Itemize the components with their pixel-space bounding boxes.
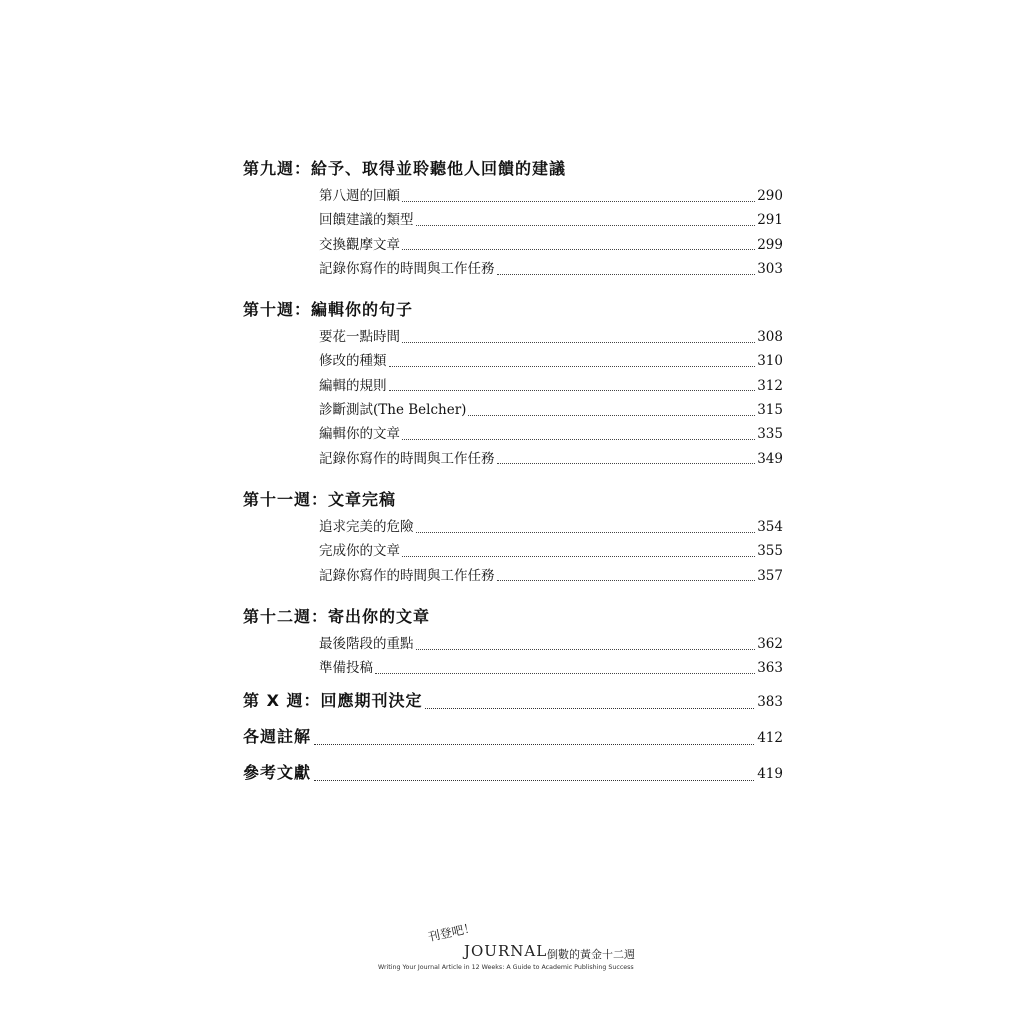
dot-leader xyxy=(375,673,755,674)
entry-label: 要花一點時間 xyxy=(319,329,400,346)
entry-page-number: 349 xyxy=(757,450,783,467)
chapter-title: 第九週：給予、取得並聆聽他人回饋的建議 xyxy=(243,159,567,178)
entry-page-number: 308 xyxy=(757,329,783,346)
footer-brand: JOURNAL xyxy=(464,942,548,960)
section-gap xyxy=(243,588,783,602)
footer-slogan: 刊登吧！ xyxy=(426,920,477,945)
toc-entry[interactable] xyxy=(319,257,783,281)
dot-leader xyxy=(468,415,755,416)
chapter-title: 第十二週：寄出你的文章 xyxy=(243,606,431,626)
dot-leader xyxy=(425,708,754,709)
toc-chapter-week-10 xyxy=(243,295,783,471)
entry-label: 編輯你的文章 xyxy=(319,426,400,443)
footer-tagline: Writing Your Journal Article in 12 Weeks: A Guide to Academic Publishing Success xyxy=(378,964,634,971)
toc-chapter-week-11 xyxy=(243,485,783,588)
single-page-number: 412 xyxy=(757,730,783,747)
entry-page-number: 363 xyxy=(757,660,783,677)
toc-entry[interactable] xyxy=(319,539,783,563)
toc-entry[interactable] xyxy=(319,656,783,680)
entry-page-number: 312 xyxy=(757,377,783,394)
single-page-number: 419 xyxy=(757,766,783,783)
footer-brand-subtitle: 倒數的黃金十二週 xyxy=(547,948,635,961)
section-gap xyxy=(243,471,783,485)
dot-leader xyxy=(416,225,756,226)
entry-label: 修改的種類 xyxy=(319,353,387,370)
toc-entry[interactable] xyxy=(319,233,783,257)
dot-leader xyxy=(402,556,755,557)
dot-leader xyxy=(402,439,755,440)
toc-chapter-week-9 xyxy=(243,154,783,281)
dot-leader xyxy=(497,580,756,581)
entry-page-number: 310 xyxy=(757,353,783,370)
toc-entry[interactable] xyxy=(319,398,783,422)
entry-label: 記錄你寫作的時間與工作任務 xyxy=(319,260,495,277)
entry-page-number: 335 xyxy=(757,426,783,443)
dot-leader xyxy=(389,390,756,391)
toc-entry[interactable] xyxy=(319,184,783,208)
toc-single-week-x[interactable] xyxy=(243,686,783,716)
entry-label: 編輯的規則 xyxy=(319,377,387,394)
toc-entry[interactable] xyxy=(319,208,783,232)
entry-label: 交換觀摩文章 xyxy=(319,236,400,253)
entry-page-number: 290 xyxy=(757,188,783,204)
dot-leader xyxy=(402,342,755,343)
dot-leader xyxy=(497,463,756,464)
entry-page-number: 362 xyxy=(757,635,783,652)
entry-label: 追求完美的危險 xyxy=(319,518,414,535)
entry-label: 記錄你寫作的時間與工作任務 xyxy=(319,567,495,584)
toc-entry[interactable] xyxy=(319,632,783,656)
dot-leader xyxy=(402,201,755,202)
single-label: 參考文獻 xyxy=(243,763,312,783)
entry-page-number: 291 xyxy=(757,212,783,229)
entry-label: 完成你的文章 xyxy=(319,543,400,560)
dot-leader xyxy=(497,274,756,275)
single-page-number: 383 xyxy=(757,694,783,711)
dot-leader xyxy=(416,532,756,533)
entry-page-number: 303 xyxy=(757,260,783,277)
chapter-title: 第十週：編輯你的句子 xyxy=(243,300,414,320)
toc-entry[interactable] xyxy=(319,325,783,349)
entry-label: 準備投稿 xyxy=(319,660,373,677)
entry-label: 診斷測試(The Belcher) xyxy=(319,402,467,419)
chapter-title: 第十一週：文章完稿 xyxy=(243,489,397,509)
entry-page-number: 355 xyxy=(757,543,783,560)
dot-leader xyxy=(314,780,754,781)
entry-label: 第八週的回顧 xyxy=(319,188,400,204)
toc-single-notes[interactable] xyxy=(243,722,783,752)
entry-page-number: 357 xyxy=(757,567,783,584)
single-label: 各週註解 xyxy=(243,727,312,747)
entry-label: 記錄你寫作的時間與工作任務 xyxy=(319,450,495,467)
dot-leader xyxy=(416,649,756,650)
entry-page-number: 354 xyxy=(757,518,783,535)
section-gap xyxy=(243,281,783,295)
entry-page-number: 299 xyxy=(757,236,783,253)
toc-entry[interactable] xyxy=(319,515,783,539)
toc-chapter-week-12 xyxy=(243,602,783,681)
dot-leader xyxy=(402,249,755,250)
book-footer-logo xyxy=(0,922,1024,982)
dot-leader xyxy=(314,744,754,745)
entry-label: 回饋建議的類型 xyxy=(319,212,414,229)
toc-entry[interactable] xyxy=(319,422,783,446)
toc-entry[interactable] xyxy=(319,374,783,398)
toc-entry[interactable] xyxy=(319,349,783,373)
dot-leader xyxy=(389,366,756,367)
toc-entry[interactable] xyxy=(319,564,783,588)
entry-page-number: 315 xyxy=(757,402,783,419)
toc-entry[interactable] xyxy=(319,447,783,471)
single-label: 第 X 週：回應期刊決定 xyxy=(243,691,423,711)
toc-single-references[interactable] xyxy=(243,758,783,788)
entry-label: 最後階段的重點 xyxy=(319,635,414,652)
table-of-contents xyxy=(243,154,783,788)
